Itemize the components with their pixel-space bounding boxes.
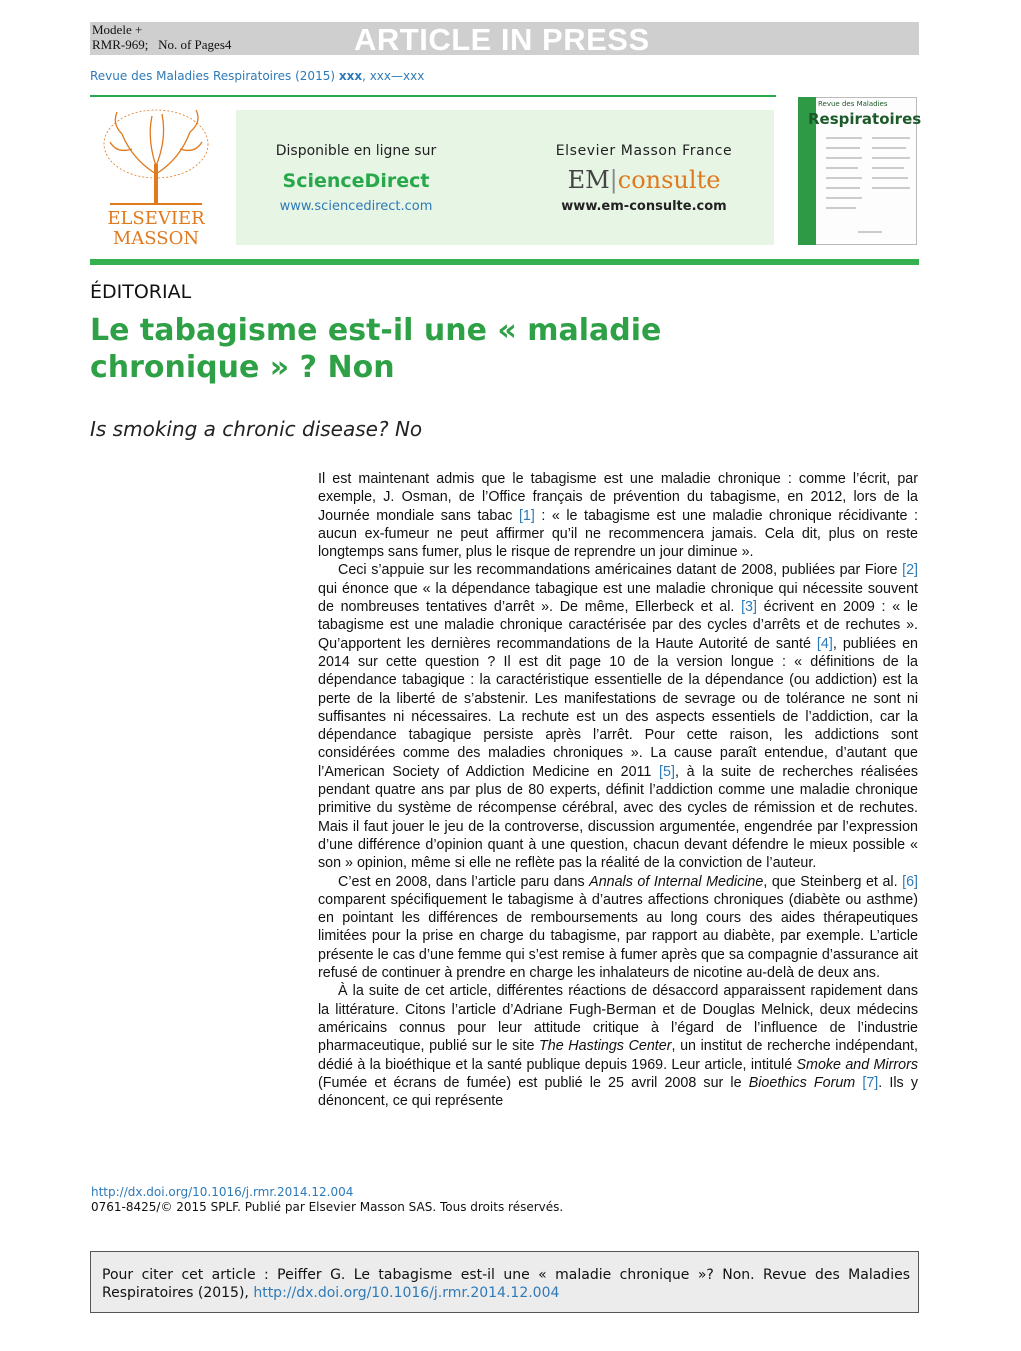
sciencedirect-logo[interactable]: ScienceDirect <box>282 170 430 192</box>
available-label: Disponible en ligne sur <box>275 143 437 159</box>
em-consulte-logo[interactable]: EM|consulte <box>567 166 721 194</box>
banner-top-rule <box>90 95 776 97</box>
reference-link[interactable]: [7] <box>862 1074 879 1091</box>
modele-label: Modele + <box>92 22 143 37</box>
ref-code: RMR-969; <box>92 37 149 52</box>
em-consulte-link[interactable]: www.em-consulte.com <box>561 199 727 214</box>
journal-citation[interactable]: Revue des Maladies Respiratoires (2015) xxx, xxx—xxx <box>90 69 425 83</box>
em-publisher: Elsevier Masson France <box>555 143 733 159</box>
reference-link[interactable]: [5] <box>659 763 675 780</box>
page-count: No. of Pages4 <box>158 37 232 52</box>
paragraph: Ceci s’appuie sur les recommandations américaines datant de 2008, publiées par Fiore [2] qui énonce que « la dépendance tabagique est une maladie chronique qui nécessite souvent de nombreuses tentatives d’arrêt ». De même, Ellerbeck et al. [3] écrivent en 2009 : « le tabagisme est une maladie chronique caractérisée par des cycles d’arrêts et de rechutes ». Qu’apportent les dernières recommandations de la Haute Autorité de santé [4], publiées en 2014 sur cette question ? Il est dit page 10 de la version longue : « définitions de la dépendance tabagique : la caractéristique essentielle de la dépendance (ou addiction) est la perte de la liberté de s’abstenir. Les manifestations de sevrage ou de tolérance ne sont ni suffisantes ni nécessaires. La rechute est un des aspects essentiels de l’addiction, car la dépendance tabagique persiste après l’arrêt. Pour cette raison, les addictions sont considérées comme des maladies chroniques ». La cause paraît entendue, d’autant que l’American Society of Addiction Medicine en 2011 [5], à la suite de recherches réalisées pendant quatre ans par plus de 80 experts, définit l’addiction comme une maladie chronique primitive du système de récompense cérébral, avec des cycles de rémission et de rechutes. Mais il faut jouer le jeu de la controverse, discussion argumentée, engendrée par l’expression d’une différence d’opinion quant à une question, chacun devant défendre le mieux possible « son » opinion, même si elle ne reflète pas la réalité de la conviction de l’auteur. <box>318 562 919 872</box>
elsevier-logo <box>92 104 220 246</box>
citation-text: Pour citer cet article : Peiffer G. Le tabagisme est-il une « maladie chronique »? Non. Revue des Maladies Respiratoires (2015), http://dx.doi.org/10.1016/j.rmr.2014.12.004 <box>102 1267 910 1301</box>
article-title: Le tabagisme est-il une « maladie chronique » ? Non <box>90 313 662 385</box>
sciencedirect-link[interactable]: www.sciencedirect.com <box>279 199 433 214</box>
section-rule <box>90 259 919 265</box>
paragraph: C’est en 2008, dans l’article paru dans Annals of Internal Medicine, que Steinberg et al. [6] comparent spécifiquement le tabagisme à d’autres affections chroniques (diabète ou asthme) en pointant les différences de remboursements au long cours des aides thérapeutiques limitées pour la prise en charge du tabagisme, par rapport au diabète, par exemple. L’article présente le cas d’une femme qui s’est remise à fumer après que sa compagnie d’assurance ait refusé de continuer à prendre en charge les inhalateurs de nicotine au-delà de deux ans. <box>318 873 918 982</box>
doi-link[interactable]: http://dx.doi.org/10.1016/j.rmr.2014.12.004 <box>91 1185 354 1199</box>
article-subtitle: Is smoking a chronic disease? No <box>90 417 423 441</box>
reference-link[interactable]: [3] <box>741 599 757 616</box>
cover-title: Respiratoires <box>808 110 922 128</box>
header-meta <box>92 22 231 52</box>
reference-link[interactable]: [1] <box>518 507 535 524</box>
reference-link[interactable]: [4] <box>816 635 833 652</box>
citation-doi-link[interactable]: http://dx.doi.org/10.1016/j.rmr.2014.12.004 <box>253 1285 560 1301</box>
cover-title-small: Revue des Maladies <box>818 100 888 108</box>
article-status: ARTICLE IN PRESS <box>354 22 650 57</box>
reference-link[interactable]: [6] <box>902 873 918 890</box>
logo-masson-text: MASSON <box>112 228 200 246</box>
section-label: ÉDITORIAL <box>90 281 192 303</box>
logo-elsevier-text: ELSEVIER <box>107 208 205 229</box>
paragraph: Il est maintenant admis que le tabagisme est une maladie chronique : comme l’écrit, par exemple, J. Osman, de l’Office français de prévention du tabagisme, en 2012, lors de la Journée mondiale sans tabac [1] : « le tabagisme est une maladie chronique récidivante : aucun ex-fumeur ne peut affirmer qu’il ne recommencera jamais. Cela dit, plus on reste longtemps sans fumer, plus le risque de reprendre un jour diminue ». <box>318 471 918 561</box>
article-body <box>318 470 918 1110</box>
reference-link[interactable]: [2] <box>902 562 918 579</box>
paragraph: À la suite de cet article, différentes réactions de désaccord apparaissent rapidement dans la littérature. Citons l’article d’Adriane Fugh-Berman et de Douglas Melnick, deux médecins américains connus pour leur attitude critique à l’égard de l’influence de l’industrie pharmaceutique, publié sur le site The Hastings Center, un institut de recherche indépendant, dédié à la bioéthique et la santé publique depuis 1969. Leur article, intitulé Smoke and Mirrors (Fumée et écrans de fumée) est publié le 25 avril 2008 sur le Bioethics Forum [7]. Ils y dénoncent, ce qui représente <box>318 983 918 1110</box>
cover-contents-lines <box>822 132 914 240</box>
copyright-notice: 0761-8425/© 2015 SPLF. Publié par Elsevier Masson SAS. Tous droits réservés. <box>91 1200 564 1214</box>
